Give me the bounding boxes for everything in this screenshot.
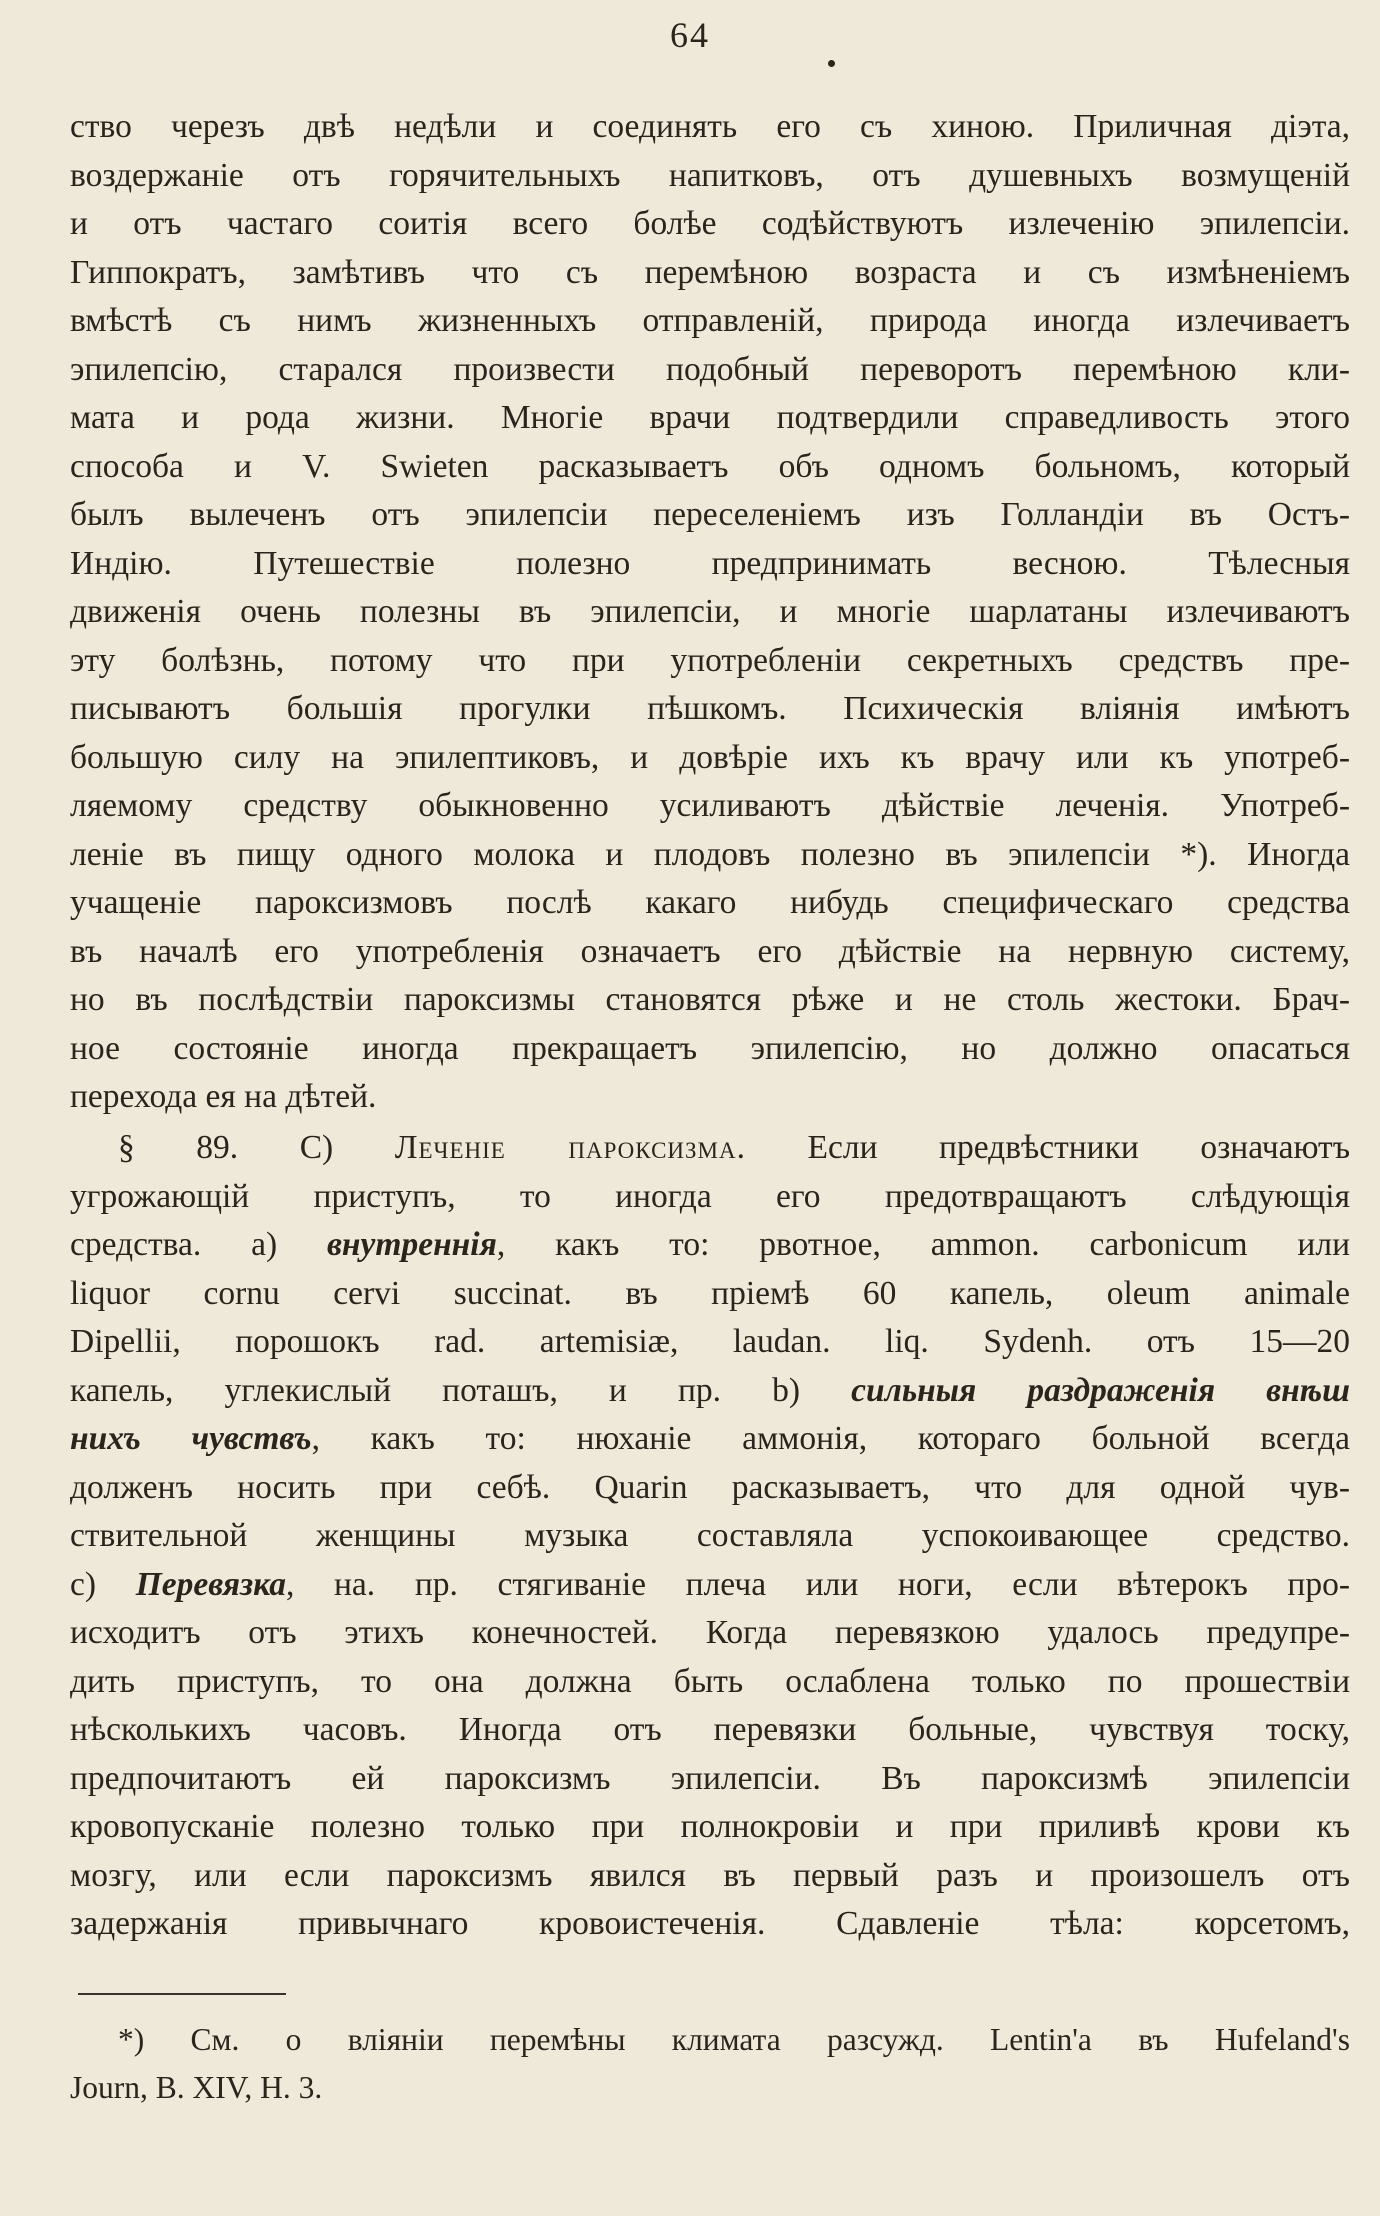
text-line: исходитъ отъ этихъ конечностей. Когда перевязкою удалось предупре-	[70, 1614, 1350, 1651]
text-line: угрожающій приступъ, то иногда его предотвращаютъ слѣдующія	[70, 1177, 1350, 1215]
text-line: дить приступъ, то она должна быть ослаблена только по прошествіи	[70, 1662, 1350, 1700]
text-line: ствительной женщины музыка составляла успокоивающее средство.	[70, 1517, 1350, 1554]
text-line: liquor cornu cervi succinat. въ пріемѣ 60 капель, oleum animale	[70, 1274, 1350, 1312]
text-line: но въ послѣдствіи пароксизмы становятся рѣже и не столь жестоки. Брач-	[70, 981, 1350, 1018]
footnote-line: *) См. о вліяніи перемѣны климата разсужд. Lentin'a въ Hufeland's	[118, 2022, 1350, 2057]
text-span: Если предвѣстники означаютъ	[807, 1129, 1351, 1166]
text-line: вмѣстѣ съ нимъ жизненныхъ отправленій, природа иногда излечиваетъ	[70, 302, 1350, 339]
text-line: эту болѣзнь, потому что при употребленіи секретныхъ средствъ пре-	[70, 641, 1350, 679]
text-line: Dipellii, порошокъ rad. artemisiæ, laudan. liq. Sydenh. отъ 15—20	[70, 1323, 1350, 1360]
text-line: былъ вылеченъ отъ эпилепсіи переселеніемъ изъ Голландіи въ Остъ-	[70, 496, 1350, 533]
section-title: Леченіе пароксизма.	[394, 1129, 746, 1166]
text-line: воздержаніе отъ горячительныхъ напитковъ, отъ душевныхъ возмущеній	[70, 156, 1350, 194]
text-line: писываютъ большія прогулки пѣшкомъ. Психическія вліянія имѣютъ	[70, 690, 1350, 727]
text-line	[70, 1415, 1350, 1464]
text-line: нѣсколькихъ часовъ. Иногда отъ перевязки больные, чувствуя тоску,	[70, 1711, 1350, 1748]
text-line: ное состояніе иногда прекращаетъ эпилепсію, но должно опасаться	[70, 1029, 1350, 1067]
text-line: леніе въ пищу одного молока и плодовъ полезно въ эпилепсіи *). Иногда	[70, 835, 1350, 873]
footnote	[70, 2016, 1350, 2112]
text-line: эпилепсію, старался произвести подобный переворотъ перемѣною кли-	[70, 350, 1350, 388]
text-line: задержанія привычнаго кровоистеченія. Сдавленіе тѣла: корсетомъ,	[70, 1905, 1350, 1942]
footnote-divider	[78, 1993, 286, 1995]
text-span: , какъ то: нюханіе аммонія, котораго больной всегда	[311, 1420, 1350, 1457]
emphasis-text: сильныя раздраженія внѣш	[851, 1371, 1351, 1409]
text-line: большую силу на эпилептиковъ, и довѣріе ихъ къ врачу или къ употреб-	[70, 738, 1350, 776]
text-line: мата и рода жизни. Многіе врачи подтвердили справедливость этого	[70, 399, 1350, 436]
text-line: и отъ частаго соитія всего болѣе содѣйствуютъ излеченію эпилепсіи.	[70, 205, 1350, 242]
section-paragraph	[70, 1124, 1350, 1949]
emphasis-text: внутреннія	[326, 1226, 497, 1263]
text-line: Индію. Путешествіе полезно предпринимать весною. Тѣлесныя	[70, 544, 1350, 582]
text-line: мозгу, или если пароксизмъ явился въ первый разъ и произошелъ отъ	[70, 1856, 1350, 1894]
text-line	[70, 1221, 1350, 1270]
text-line: перехода ея на дѣтей.	[70, 1078, 377, 1115]
section-heading-line	[70, 1124, 1350, 1173]
text-line: предпочитаютъ ей пароксизмъ эпилепсіи. Въ пароксизмѣ эпилепсіи	[70, 1759, 1350, 1797]
section-number: § 89. C)	[118, 1129, 334, 1166]
text-line	[70, 1561, 1350, 1610]
text-line: способа и V. Swieten расказываетъ объ одномъ больномъ, который	[70, 447, 1350, 485]
text-line: долженъ носить при себѣ. Quarin расказываетъ, что для одной чув-	[70, 1468, 1350, 1506]
text-span: , на. пр. стягиваніе плеча или ноги, если вѣтерокъ про-	[285, 1565, 1351, 1603]
page-number: 64	[670, 15, 710, 55]
text-span: , какъ то: рвотное, ammon. carbonicum или	[496, 1226, 1351, 1263]
text-span: средства. a)	[70, 1226, 278, 1263]
emphasis-text: Перевязка	[135, 1565, 286, 1603]
text-span: c)	[70, 1565, 97, 1603]
text-line: движенія очень полезны въ эпилепсіи, и многіе шарлатаны излечиваютъ	[70, 593, 1350, 630]
text-line	[70, 1367, 1350, 1416]
footnote-line: Journ, B. XIV, H. 3.	[70, 2070, 323, 2105]
text-line: учащеніе пароксизмовъ послѣ какаго нибудь специфическаго средства	[70, 884, 1350, 921]
emphasis-text: нихъ чувствъ	[70, 1420, 312, 1457]
text-line: ство черезъ двѣ недѣли и соединять его съ хиною. Приличная діэта,	[70, 108, 1350, 145]
main-paragraph	[70, 103, 1350, 1122]
text-line: ляемому средству обыкновенно усиливаютъ дѣйствіе леченія. Употреб-	[70, 787, 1350, 824]
text-line: кровопусканіе полезно только при полнокровіи и при приливѣ крови къ	[70, 1808, 1350, 1845]
text-line: Гиппократъ, замѣтивъ что съ перемѣною возраста и съ измѣненіемъ	[70, 253, 1350, 291]
text-line: въ началѣ его употребленія означаетъ его дѣйствіе на нервную систему,	[70, 932, 1350, 970]
text-span: капель, углекислый поташъ, и пр. b)	[70, 1371, 801, 1409]
print-mark	[828, 60, 835, 67]
